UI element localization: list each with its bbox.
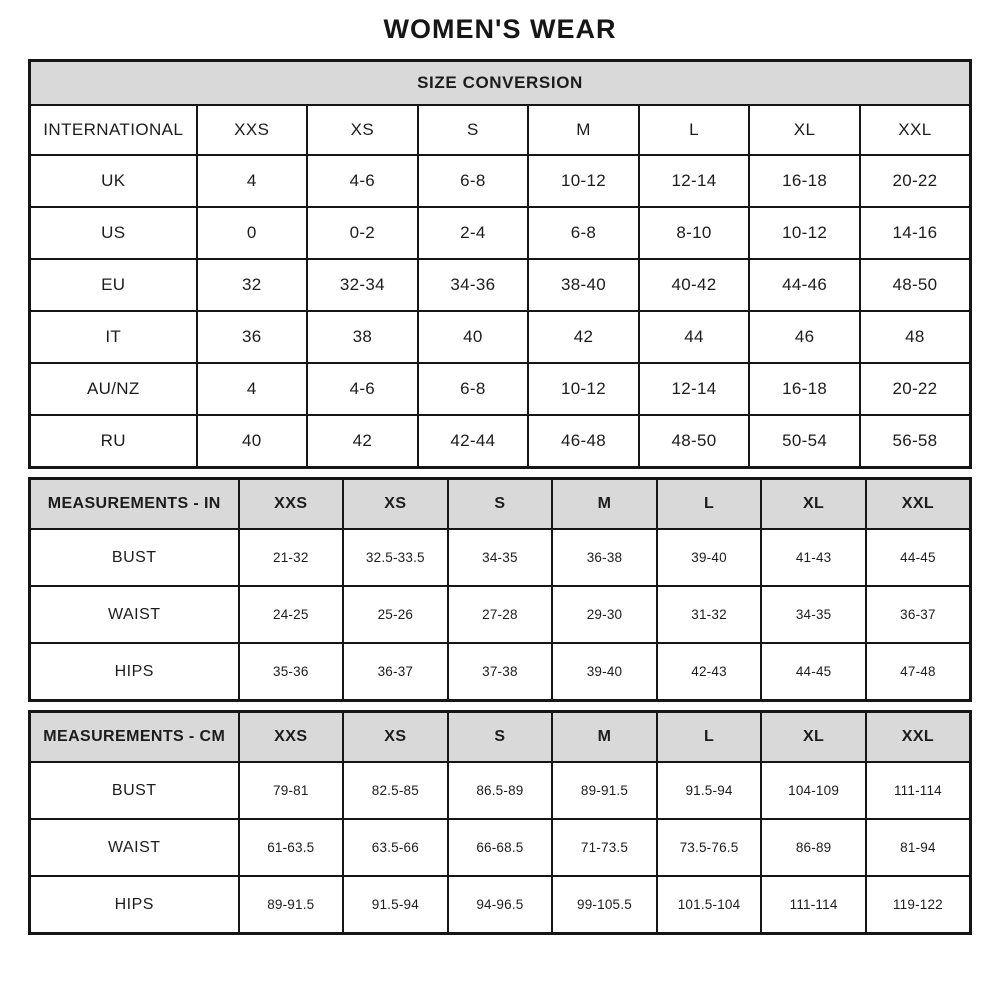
size-column-header: XL [761, 479, 866, 530]
table-row [30, 819, 971, 876]
value-cell: 21-32 [239, 529, 344, 586]
row-label: HIPS [30, 876, 239, 934]
row-label: US [30, 207, 197, 259]
value-cell: 86.5-89 [448, 762, 553, 819]
measurements-in-table [28, 477, 972, 702]
size-column-header: M [528, 105, 639, 155]
size-column-header: L [657, 712, 762, 763]
size-column-header: S [448, 479, 553, 530]
value-cell: 16-18 [749, 363, 860, 415]
table-row [30, 363, 971, 415]
value-cell: 10-12 [528, 363, 639, 415]
value-cell: 104-109 [761, 762, 866, 819]
value-cell: 42 [528, 311, 639, 363]
value-cell: 29-30 [552, 586, 657, 643]
value-cell: 6-8 [418, 363, 529, 415]
value-cell: 99-105.5 [552, 876, 657, 934]
value-cell: 56-58 [860, 415, 971, 468]
value-cell: 44-45 [866, 529, 971, 586]
size-column-header: XS [343, 712, 448, 763]
table-row [30, 876, 971, 934]
row-label-header: INTERNATIONAL [30, 105, 197, 155]
measurements-cm-body [30, 762, 971, 934]
value-cell: 94-96.5 [448, 876, 553, 934]
value-cell: 8-10 [639, 207, 750, 259]
size-conversion-banner: SIZE CONVERSION [30, 61, 971, 106]
value-cell: 10-12 [749, 207, 860, 259]
size-conversion-table [28, 59, 972, 469]
value-cell: 61-63.5 [239, 819, 344, 876]
value-cell: 25-26 [343, 586, 448, 643]
size-column-header: S [418, 105, 529, 155]
value-cell: 46-48 [528, 415, 639, 468]
value-cell: 44-46 [749, 259, 860, 311]
size-column-header: XXL [860, 105, 971, 155]
value-cell: 73.5-76.5 [657, 819, 762, 876]
value-cell: 50-54 [749, 415, 860, 468]
row-label-header: MEASUREMENTS - IN [30, 479, 239, 530]
size-column-header: XXL [866, 479, 971, 530]
value-cell: 34-36 [418, 259, 529, 311]
table-row [30, 643, 971, 701]
column-header-row [30, 712, 971, 763]
value-cell: 36-37 [866, 586, 971, 643]
row-label: HIPS [30, 643, 239, 701]
value-cell: 89-91.5 [239, 876, 344, 934]
banner-row [30, 61, 971, 106]
row-label: UK [30, 155, 197, 207]
value-cell: 31-32 [657, 586, 762, 643]
value-cell: 10-12 [528, 155, 639, 207]
value-cell: 82.5-85 [343, 762, 448, 819]
value-cell: 34-35 [761, 586, 866, 643]
row-label: BUST [30, 529, 239, 586]
value-cell: 16-18 [749, 155, 860, 207]
size-column-header: L [657, 479, 762, 530]
value-cell: 101.5-104 [657, 876, 762, 934]
value-cell: 34-35 [448, 529, 553, 586]
value-cell: 40-42 [639, 259, 750, 311]
size-column-header: XL [761, 712, 866, 763]
value-cell: 119-122 [866, 876, 971, 934]
value-cell: 20-22 [860, 155, 971, 207]
value-cell: 20-22 [860, 363, 971, 415]
row-label-header: MEASUREMENTS - CM [30, 712, 239, 763]
value-cell: 111-114 [866, 762, 971, 819]
page-title: WOMEN'S WEAR [383, 14, 617, 44]
value-cell: 4-6 [307, 363, 418, 415]
value-cell: 89-91.5 [552, 762, 657, 819]
value-cell: 46 [749, 311, 860, 363]
value-cell: 12-14 [639, 155, 750, 207]
size-column-header: M [552, 712, 657, 763]
value-cell: 40 [418, 311, 529, 363]
value-cell: 12-14 [639, 363, 750, 415]
value-cell: 24-25 [239, 586, 344, 643]
value-cell: 36-38 [552, 529, 657, 586]
value-cell: 27-28 [448, 586, 553, 643]
value-cell: 6-8 [418, 155, 529, 207]
column-header-row [30, 105, 971, 155]
value-cell: 81-94 [866, 819, 971, 876]
value-cell: 39-40 [657, 529, 762, 586]
table-row [30, 207, 971, 259]
value-cell: 2-4 [418, 207, 529, 259]
value-cell: 6-8 [528, 207, 639, 259]
column-header-row [30, 479, 971, 530]
value-cell: 91.5-94 [657, 762, 762, 819]
value-cell: 32.5-33.5 [343, 529, 448, 586]
row-label: AU/NZ [30, 363, 197, 415]
value-cell: 79-81 [239, 762, 344, 819]
value-cell: 0-2 [307, 207, 418, 259]
value-cell: 44-45 [761, 643, 866, 701]
row-label: BUST [30, 762, 239, 819]
value-cell: 36-37 [343, 643, 448, 701]
size-column-header: XXL [866, 712, 971, 763]
table-row [30, 529, 971, 586]
row-label: RU [30, 415, 197, 468]
value-cell: 42 [307, 415, 418, 468]
size-column-header: S [448, 712, 553, 763]
value-cell: 37-38 [448, 643, 553, 701]
table-row [30, 155, 971, 207]
value-cell: 91.5-94 [343, 876, 448, 934]
value-cell: 40 [197, 415, 308, 468]
value-cell: 48-50 [860, 259, 971, 311]
table-row [30, 762, 971, 819]
size-column-header: XS [343, 479, 448, 530]
size-column-header: XXS [239, 712, 344, 763]
size-column-header: L [639, 105, 750, 155]
value-cell: 14-16 [860, 207, 971, 259]
table-row [30, 311, 971, 363]
value-cell: 63.5-66 [343, 819, 448, 876]
value-cell: 4 [197, 363, 308, 415]
value-cell: 71-73.5 [552, 819, 657, 876]
size-conversion-body [30, 155, 971, 468]
row-label: EU [30, 259, 197, 311]
row-label: IT [30, 311, 197, 363]
size-column-header: M [552, 479, 657, 530]
measurements-cm-table [28, 710, 972, 935]
value-cell: 38-40 [528, 259, 639, 311]
value-cell: 39-40 [552, 643, 657, 701]
size-column-header: XS [307, 105, 418, 155]
table-row [30, 586, 971, 643]
table-row [30, 415, 971, 468]
measurements-in-body [30, 529, 971, 701]
value-cell: 111-114 [761, 876, 866, 934]
value-cell: 38 [307, 311, 418, 363]
value-cell: 42-43 [657, 643, 762, 701]
value-cell: 35-36 [239, 643, 344, 701]
row-label: WAIST [30, 586, 239, 643]
value-cell: 32-34 [307, 259, 418, 311]
table-row [30, 259, 971, 311]
value-cell: 4 [197, 155, 308, 207]
size-column-header: XXS [239, 479, 344, 530]
value-cell: 42-44 [418, 415, 529, 468]
value-cell: 0 [197, 207, 308, 259]
row-label: WAIST [30, 819, 239, 876]
value-cell: 66-68.5 [448, 819, 553, 876]
size-column-header: XXS [197, 105, 308, 155]
value-cell: 48 [860, 311, 971, 363]
value-cell: 86-89 [761, 819, 866, 876]
value-cell: 48-50 [639, 415, 750, 468]
value-cell: 32 [197, 259, 308, 311]
value-cell: 44 [639, 311, 750, 363]
value-cell: 47-48 [866, 643, 971, 701]
value-cell: 36 [197, 311, 308, 363]
value-cell: 4-6 [307, 155, 418, 207]
size-column-header: XL [749, 105, 860, 155]
value-cell: 41-43 [761, 529, 866, 586]
